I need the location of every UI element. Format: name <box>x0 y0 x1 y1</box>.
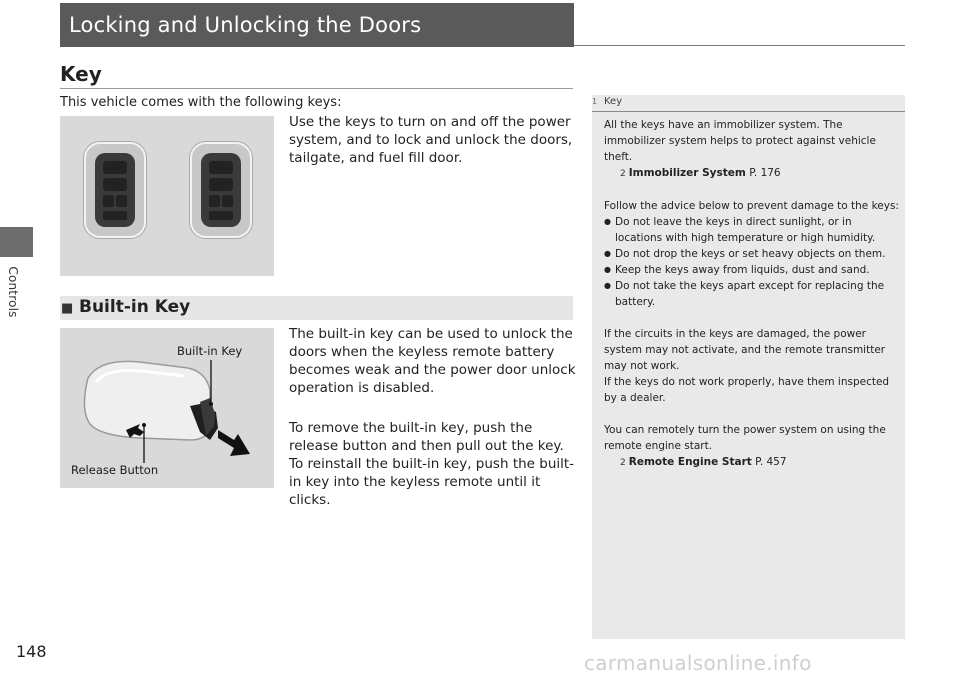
lock-button-icon <box>209 161 233 174</box>
panic-button-icon <box>209 211 233 220</box>
reference-title: Immobilizer System <box>628 167 746 179</box>
advice-bullet: ● Do not take the keys apart except for replacing the battery. <box>604 278 899 310</box>
sidebar-header <box>592 95 905 112</box>
sidebar-paragraph: If the keys do not work properly, have them inspected by a dealer. <box>604 376 890 404</box>
sidebar-paragraph: If the circuits in the keys are damaged, the power system may not activate, and the remote transmitter may not work. <box>604 328 886 372</box>
sidebar-paragraph: You can remotely turn the power system on using the remote engine start. <box>604 424 886 452</box>
sidebar-body <box>604 117 899 471</box>
section-heading-key: Key <box>60 62 102 86</box>
section-tab-marker <box>0 227 33 257</box>
builtin-key-illustration <box>60 328 274 488</box>
intro-text: This vehicle comes with the following keys: <box>60 95 342 110</box>
advice-bullet: ● Do not drop the keys or set heavy objects on them. <box>604 246 899 262</box>
callout-release-button: Release Button <box>71 463 159 477</box>
reference-title: Remote Engine Start <box>628 456 752 468</box>
unlock-button-icon <box>103 178 127 191</box>
reference-arrow-icon: 2 <box>620 169 626 179</box>
subsection-heading-builtin-key <box>60 296 573 320</box>
builtin-key-paragraph-2: To remove the built-in key, push the release button and then pull out the key. To reinstall the built-in key, push the built-in key into the keyless remote until it clicks. <box>289 420 575 508</box>
key-fob-image <box>190 142 252 238</box>
page-title: Locking and Unlocking the Doors <box>69 13 422 37</box>
callout-builtin-key: Built-in Key <box>177 344 243 358</box>
advice-bullet: ● Keep the keys away from liquids, dust and sand. <box>604 262 899 278</box>
reference-page: P. 457 <box>755 456 787 468</box>
remote-start-button-icon <box>209 195 220 207</box>
builtin-key-paragraph-1: The built-in key can be used to unlock the doors when the keyless remote battery becomes weak and the power door unlock operation is disabled. <box>289 326 576 396</box>
advice-bullet: ● Do not leave the keys in direct sunlight, or in locations with high temperature or high humidity. <box>604 214 899 246</box>
key-fobs-illustration <box>60 116 274 276</box>
subsection-title: Built-in Key <box>79 297 191 317</box>
key-fob-image <box>84 142 146 238</box>
title-rule <box>574 45 905 46</box>
cross-reference-remote-start[interactable] <box>604 454 899 471</box>
cross-reference-immobilizer[interactable] <box>604 165 899 182</box>
tailgate-button-icon <box>222 195 233 207</box>
sidebar-paragraph: All the keys have an immobilizer system. The immobilizer system helps to protect against vehicle theft. <box>604 119 876 163</box>
section-tab-label: Controls <box>6 266 20 318</box>
section-rule <box>60 88 573 89</box>
sidebar-label: Key <box>604 96 623 107</box>
heading-marker-icon: ■ <box>61 301 74 316</box>
notes-sidebar <box>592 95 905 639</box>
lock-button-icon <box>103 161 127 174</box>
key-description: Use the keys to turn on and off the power system, and to lock and unlock the doors, tailgate, and fuel fill door. <box>289 114 573 166</box>
panic-button-icon <box>103 211 127 220</box>
reference-page: P. 176 <box>749 167 781 179</box>
unlock-button-icon <box>209 178 233 191</box>
tailgate-button-icon <box>116 195 127 207</box>
sidebar-paragraph: Follow the advice below to prevent damage to the keys: <box>604 200 899 212</box>
remote-start-button-icon <box>103 195 114 207</box>
page-title-bar <box>60 3 574 47</box>
page-number: 148 <box>16 642 47 661</box>
note-marker-icon: 1 <box>592 97 598 106</box>
watermark: carmanualsonline.info <box>584 651 812 675</box>
reference-arrow-icon: 2 <box>620 458 626 468</box>
